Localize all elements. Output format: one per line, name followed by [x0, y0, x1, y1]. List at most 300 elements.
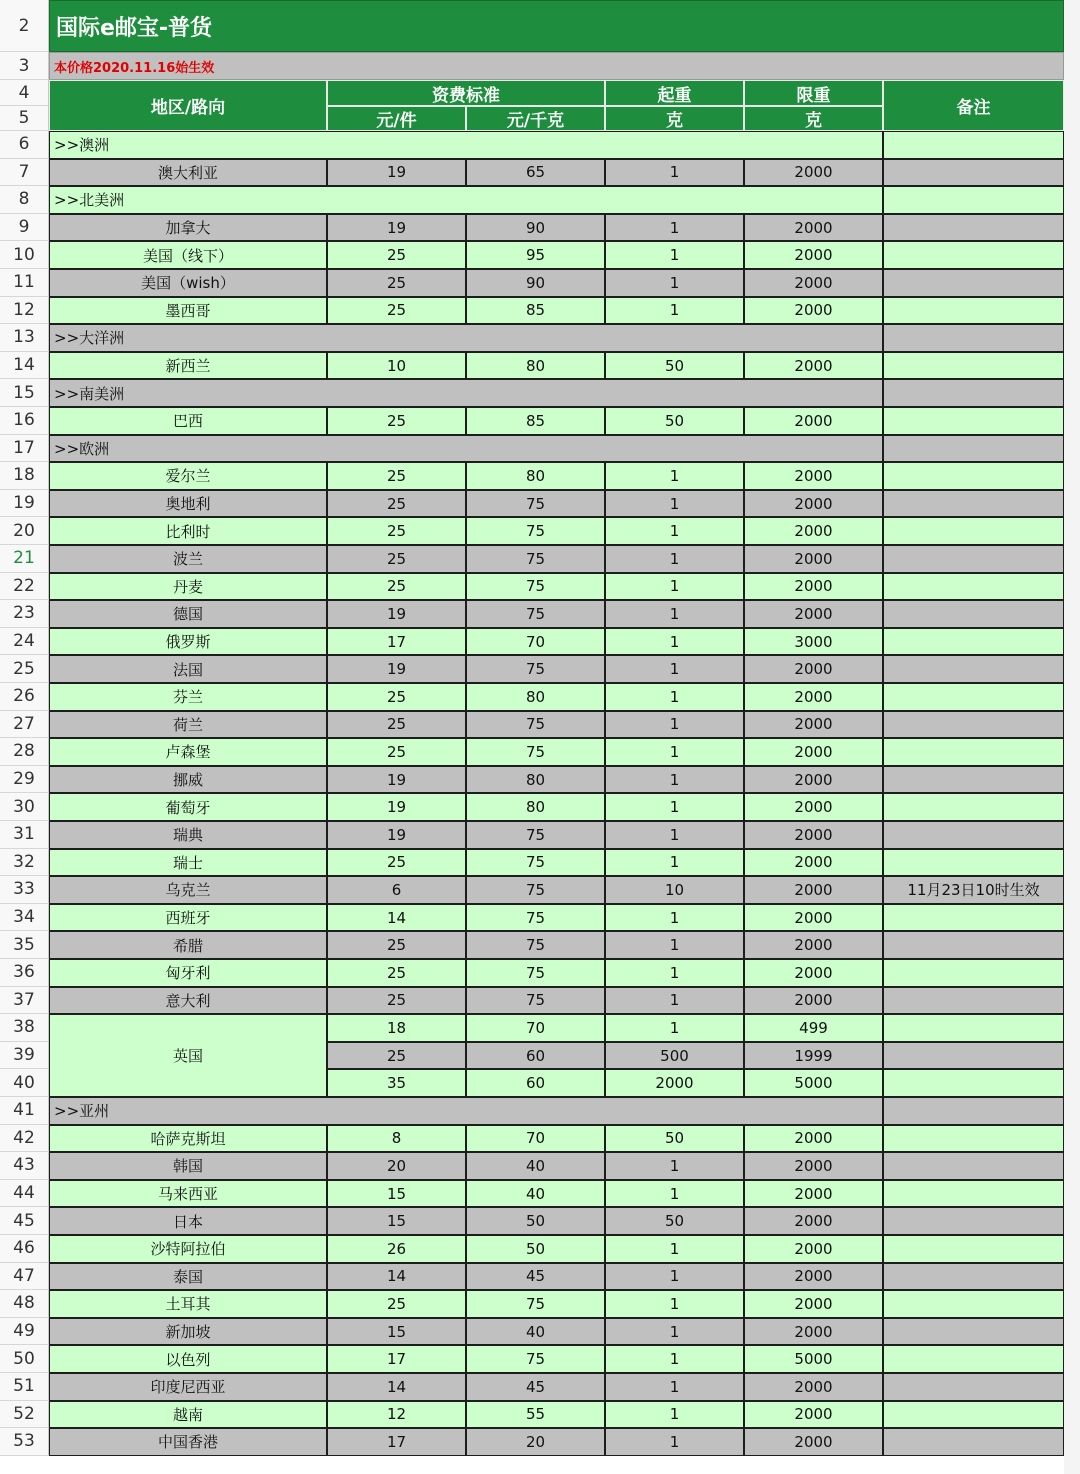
- region-cell[interactable]: 芬兰: [49, 683, 327, 711]
- remark-cell[interactable]: [883, 1180, 1064, 1208]
- region-cell[interactable]: 沙特阿拉伯: [49, 1235, 327, 1263]
- remark-cell[interactable]: 11月23日10时生效: [883, 876, 1064, 904]
- remark-cell[interactable]: [883, 159, 1064, 187]
- row-number[interactable]: 9: [0, 214, 49, 242]
- max-weight-cell[interactable]: 2000: [744, 490, 883, 518]
- per-kg-cell[interactable]: 75: [466, 738, 605, 766]
- region-cell[interactable]: 英国: [49, 1014, 327, 1097]
- row-number[interactable]: 22: [0, 573, 49, 601]
- remark-cell[interactable]: [883, 711, 1064, 739]
- region-cell[interactable]: 法国: [49, 655, 327, 683]
- min-weight-cell[interactable]: 1: [605, 214, 744, 242]
- max-weight-cell[interactable]: 2000: [744, 821, 883, 849]
- region-cell[interactable]: 印度尼西亚: [49, 1373, 327, 1401]
- max-weight-cell[interactable]: 2000: [744, 573, 883, 601]
- row-number[interactable]: 13: [0, 324, 49, 352]
- remark-cell[interactable]: [883, 269, 1064, 297]
- row-number[interactable]: 23: [0, 600, 49, 628]
- row-number[interactable]: 5: [0, 106, 49, 131]
- row-number[interactable]: 19: [0, 490, 49, 518]
- remark-cell[interactable]: [883, 1401, 1064, 1429]
- row-number[interactable]: 46: [0, 1235, 49, 1263]
- per-kg-cell[interactable]: 95: [466, 241, 605, 269]
- max-weight-cell[interactable]: 2000: [744, 600, 883, 628]
- min-weight-cell[interactable]: 1: [605, 1428, 744, 1456]
- max-weight-cell[interactable]: 499: [744, 1014, 883, 1042]
- per-item-cell[interactable]: 14: [327, 904, 466, 932]
- remark-cell[interactable]: [883, 1263, 1064, 1291]
- remark-cell[interactable]: [883, 904, 1064, 932]
- region-cell[interactable]: 以色列: [49, 1345, 327, 1373]
- remark-cell[interactable]: [883, 987, 1064, 1015]
- row-number[interactable]: 28: [0, 738, 49, 766]
- remark-cell[interactable]: [883, 821, 1064, 849]
- per-kg-cell[interactable]: 75: [466, 904, 605, 932]
- remark-cell[interactable]: [883, 1097, 1064, 1125]
- max-weight-cell[interactable]: 2000: [744, 766, 883, 794]
- row-number[interactable]: 8: [0, 186, 49, 214]
- region-cell[interactable]: 韩国: [49, 1152, 327, 1180]
- per-item-cell[interactable]: 25: [327, 711, 466, 739]
- per-kg-cell[interactable]: 75: [466, 490, 605, 518]
- row-number[interactable]: 42: [0, 1125, 49, 1153]
- per-kg-cell[interactable]: 75: [466, 711, 605, 739]
- per-kg-cell[interactable]: 60: [466, 1042, 605, 1070]
- header-max-weight[interactable]: 限重: [744, 80, 883, 106]
- remark-cell[interactable]: [883, 1125, 1064, 1153]
- min-weight-cell[interactable]: 1: [605, 1345, 744, 1373]
- header-per-kg[interactable]: 元/千克: [466, 106, 605, 131]
- min-weight-cell[interactable]: 1: [605, 545, 744, 573]
- max-weight-cell[interactable]: 2000: [744, 517, 883, 545]
- max-weight-cell[interactable]: 2000: [744, 1180, 883, 1208]
- min-weight-cell[interactable]: 1: [605, 1318, 744, 1346]
- remark-cell[interactable]: [883, 1235, 1064, 1263]
- per-item-cell[interactable]: 15: [327, 1207, 466, 1235]
- max-weight-cell[interactable]: 1999: [744, 1042, 883, 1070]
- min-weight-cell[interactable]: 1: [605, 269, 744, 297]
- remark-cell[interactable]: [883, 683, 1064, 711]
- region-cell[interactable]: 巴西: [49, 407, 327, 435]
- per-kg-cell[interactable]: 85: [466, 407, 605, 435]
- per-item-cell[interactable]: 18: [327, 1014, 466, 1042]
- per-kg-cell[interactable]: 75: [466, 821, 605, 849]
- min-weight-cell[interactable]: 50: [605, 1207, 744, 1235]
- region-cell[interactable]: 德国: [49, 600, 327, 628]
- remark-cell[interactable]: [883, 490, 1064, 518]
- remark-cell[interactable]: [883, 379, 1064, 407]
- per-item-cell[interactable]: 25: [327, 297, 466, 325]
- row-number[interactable]: 47: [0, 1263, 49, 1291]
- region-cell[interactable]: 意大利: [49, 987, 327, 1015]
- row-number[interactable]: 35: [0, 931, 49, 959]
- min-weight-cell[interactable]: 500: [605, 1042, 744, 1070]
- per-item-cell[interactable]: 19: [327, 159, 466, 187]
- remark-cell[interactable]: [883, 1428, 1064, 1456]
- row-number[interactable]: 14: [0, 352, 49, 380]
- price-note[interactable]: 本价格2020.11.16始生效: [49, 52, 1064, 80]
- max-weight-cell[interactable]: 2000: [744, 1373, 883, 1401]
- min-weight-cell[interactable]: 1: [605, 573, 744, 601]
- row-number[interactable]: 27: [0, 711, 49, 739]
- max-weight-cell[interactable]: 2000: [744, 1290, 883, 1318]
- max-weight-cell[interactable]: 2000: [744, 352, 883, 380]
- remark-cell[interactable]: [883, 1318, 1064, 1346]
- max-weight-cell[interactable]: 2000: [744, 462, 883, 490]
- group-header-cell[interactable]: >>亚州: [49, 1097, 883, 1125]
- row-number[interactable]: 52: [0, 1401, 49, 1429]
- remark-cell[interactable]: [883, 214, 1064, 242]
- max-weight-cell[interactable]: 5000: [744, 1345, 883, 1373]
- min-weight-cell[interactable]: 1: [605, 1180, 744, 1208]
- max-weight-cell[interactable]: 2000: [744, 1235, 883, 1263]
- min-weight-cell[interactable]: 1: [605, 904, 744, 932]
- header-remarks[interactable]: 备注: [883, 80, 1064, 131]
- row-number[interactable]: 31: [0, 821, 49, 849]
- per-kg-cell[interactable]: 80: [466, 683, 605, 711]
- row-number[interactable]: 17: [0, 435, 49, 463]
- row-number[interactable]: 33: [0, 876, 49, 904]
- max-weight-cell[interactable]: 3000: [744, 628, 883, 656]
- row-number[interactable]: 51: [0, 1373, 49, 1401]
- row-number[interactable]: 53: [0, 1428, 49, 1456]
- min-weight-cell[interactable]: 1: [605, 490, 744, 518]
- row-number[interactable]: 10: [0, 241, 49, 269]
- max-weight-cell[interactable]: 2000: [744, 214, 883, 242]
- per-kg-cell[interactable]: 75: [466, 876, 605, 904]
- sheet-title[interactable]: 国际e邮宝-普货: [49, 0, 1064, 52]
- min-weight-cell[interactable]: 2000: [605, 1069, 744, 1097]
- per-item-cell[interactable]: 25: [327, 545, 466, 573]
- max-weight-cell[interactable]: 2000: [744, 159, 883, 187]
- per-kg-cell[interactable]: 70: [466, 1014, 605, 1042]
- region-cell[interactable]: 爱尔兰: [49, 462, 327, 490]
- min-weight-cell[interactable]: 1: [605, 766, 744, 794]
- max-weight-cell[interactable]: 2000: [744, 959, 883, 987]
- per-item-cell[interactable]: 12: [327, 1401, 466, 1429]
- remark-cell[interactable]: [883, 1014, 1064, 1042]
- per-item-cell[interactable]: 25: [327, 573, 466, 601]
- remark-cell[interactable]: [883, 297, 1064, 325]
- per-kg-cell[interactable]: 75: [466, 655, 605, 683]
- region-cell[interactable]: 卢森堡: [49, 738, 327, 766]
- row-number[interactable]: 32: [0, 849, 49, 877]
- remark-cell[interactable]: [883, 600, 1064, 628]
- min-weight-cell[interactable]: 1: [605, 159, 744, 187]
- per-item-cell[interactable]: 25: [327, 517, 466, 545]
- per-item-cell[interactable]: 25: [327, 1042, 466, 1070]
- remark-cell[interactable]: [883, 1152, 1064, 1180]
- per-kg-cell[interactable]: 75: [466, 849, 605, 877]
- group-header-cell[interactable]: >>欧洲: [49, 435, 883, 463]
- remark-cell[interactable]: [883, 131, 1064, 159]
- row-number[interactable]: 4: [0, 80, 49, 106]
- min-weight-cell[interactable]: 1: [605, 462, 744, 490]
- per-item-cell[interactable]: 25: [327, 849, 466, 877]
- max-weight-cell[interactable]: 2000: [744, 297, 883, 325]
- per-item-cell[interactable]: 25: [327, 490, 466, 518]
- per-item-cell[interactable]: 25: [327, 683, 466, 711]
- per-kg-cell[interactable]: 70: [466, 1125, 605, 1153]
- min-weight-cell[interactable]: 1: [605, 297, 744, 325]
- row-number[interactable]: 6: [0, 131, 49, 159]
- per-kg-cell[interactable]: 90: [466, 214, 605, 242]
- per-kg-cell[interactable]: 80: [466, 352, 605, 380]
- per-kg-cell[interactable]: 50: [466, 1207, 605, 1235]
- max-weight-cell[interactable]: 2000: [744, 269, 883, 297]
- region-cell[interactable]: 泰国: [49, 1263, 327, 1291]
- region-cell[interactable]: 土耳其: [49, 1290, 327, 1318]
- region-cell[interactable]: 美国（线下）: [49, 241, 327, 269]
- per-item-cell[interactable]: 19: [327, 655, 466, 683]
- region-cell[interactable]: 澳大利亚: [49, 159, 327, 187]
- per-item-cell[interactable]: 25: [327, 407, 466, 435]
- per-item-cell[interactable]: 25: [327, 987, 466, 1015]
- per-kg-cell[interactable]: 45: [466, 1373, 605, 1401]
- per-item-cell[interactable]: 6: [327, 876, 466, 904]
- per-kg-cell[interactable]: 90: [466, 269, 605, 297]
- per-item-cell[interactable]: 17: [327, 628, 466, 656]
- min-weight-cell[interactable]: 1: [605, 849, 744, 877]
- max-weight-cell[interactable]: 2000: [744, 793, 883, 821]
- scrollbar-strip[interactable]: [1064, 0, 1080, 1474]
- min-weight-cell[interactable]: 1: [605, 628, 744, 656]
- per-kg-cell[interactable]: 70: [466, 628, 605, 656]
- header-per-item[interactable]: 元/件: [327, 106, 466, 131]
- max-weight-cell[interactable]: 2000: [744, 904, 883, 932]
- row-number[interactable]: 21: [0, 545, 49, 573]
- max-weight-cell[interactable]: 2000: [744, 849, 883, 877]
- region-cell[interactable]: 墨西哥: [49, 297, 327, 325]
- max-weight-cell[interactable]: 2000: [744, 1125, 883, 1153]
- max-weight-cell[interactable]: 2000: [744, 1263, 883, 1291]
- remark-cell[interactable]: [883, 186, 1064, 214]
- remark-cell[interactable]: [883, 931, 1064, 959]
- per-item-cell[interactable]: 25: [327, 269, 466, 297]
- per-kg-cell[interactable]: 75: [466, 600, 605, 628]
- remark-cell[interactable]: [883, 849, 1064, 877]
- region-cell[interactable]: 马来西亚: [49, 1180, 327, 1208]
- region-cell[interactable]: 加拿大: [49, 214, 327, 242]
- max-weight-cell[interactable]: 2000: [744, 655, 883, 683]
- per-item-cell[interactable]: 26: [327, 1235, 466, 1263]
- per-kg-cell[interactable]: 20: [466, 1428, 605, 1456]
- per-item-cell[interactable]: 19: [327, 600, 466, 628]
- per-kg-cell[interactable]: 80: [466, 462, 605, 490]
- region-cell[interactable]: 中国香港: [49, 1428, 327, 1456]
- remark-cell[interactable]: [883, 1207, 1064, 1235]
- max-weight-cell[interactable]: 2000: [744, 876, 883, 904]
- min-weight-cell[interactable]: 1: [605, 738, 744, 766]
- region-cell[interactable]: 比利时: [49, 517, 327, 545]
- row-number[interactable]: 50: [0, 1345, 49, 1373]
- region-cell[interactable]: 哈萨克斯坦: [49, 1125, 327, 1153]
- min-weight-cell[interactable]: 1: [605, 517, 744, 545]
- row-number[interactable]: 43: [0, 1152, 49, 1180]
- group-header-cell[interactable]: >>澳洲: [49, 131, 883, 159]
- min-weight-cell[interactable]: 1: [605, 1014, 744, 1042]
- max-weight-cell[interactable]: 2000: [744, 683, 883, 711]
- row-number[interactable]: 44: [0, 1180, 49, 1208]
- per-kg-cell[interactable]: 55: [466, 1401, 605, 1429]
- per-item-cell[interactable]: 8: [327, 1125, 466, 1153]
- region-cell[interactable]: 新西兰: [49, 352, 327, 380]
- max-weight-cell[interactable]: 2000: [744, 1207, 883, 1235]
- per-item-cell[interactable]: 25: [327, 959, 466, 987]
- min-weight-cell[interactable]: 1: [605, 1373, 744, 1401]
- min-weight-cell[interactable]: 1: [605, 655, 744, 683]
- remark-cell[interactable]: [883, 1042, 1064, 1070]
- region-cell[interactable]: 波兰: [49, 545, 327, 573]
- region-cell[interactable]: 日本: [49, 1207, 327, 1235]
- min-weight-cell[interactable]: 1: [605, 931, 744, 959]
- min-weight-cell[interactable]: 1: [605, 241, 744, 269]
- group-header-cell[interactable]: >>南美洲: [49, 379, 883, 407]
- remark-cell[interactable]: [883, 435, 1064, 463]
- per-item-cell[interactable]: 15: [327, 1318, 466, 1346]
- max-weight-cell[interactable]: 2000: [744, 545, 883, 573]
- max-weight-cell[interactable]: 2000: [744, 931, 883, 959]
- row-number[interactable]: 37: [0, 987, 49, 1015]
- per-item-cell[interactable]: 20: [327, 1152, 466, 1180]
- row-number[interactable]: 18: [0, 462, 49, 490]
- per-item-cell[interactable]: 19: [327, 766, 466, 794]
- min-weight-cell[interactable]: 1: [605, 821, 744, 849]
- per-item-cell[interactable]: 17: [327, 1345, 466, 1373]
- row-number[interactable]: 2: [0, 0, 49, 52]
- row-number[interactable]: 16: [0, 407, 49, 435]
- header-min-unit[interactable]: 克: [605, 106, 744, 131]
- region-cell[interactable]: 越南: [49, 1401, 327, 1429]
- per-item-cell[interactable]: 25: [327, 738, 466, 766]
- row-number[interactable]: 29: [0, 766, 49, 794]
- remark-cell[interactable]: [883, 573, 1064, 601]
- group-header-cell[interactable]: >>北美洲: [49, 186, 883, 214]
- header-fee-standard[interactable]: 资费标准: [327, 80, 605, 106]
- per-item-cell[interactable]: 35: [327, 1069, 466, 1097]
- remark-cell[interactable]: [883, 241, 1064, 269]
- min-weight-cell[interactable]: 1: [605, 600, 744, 628]
- remark-cell[interactable]: [883, 766, 1064, 794]
- per-item-cell[interactable]: 19: [327, 821, 466, 849]
- remark-cell[interactable]: [883, 545, 1064, 573]
- row-number[interactable]: 24: [0, 628, 49, 656]
- row-number[interactable]: 40: [0, 1069, 49, 1097]
- min-weight-cell[interactable]: 50: [605, 407, 744, 435]
- per-kg-cell[interactable]: 80: [466, 793, 605, 821]
- remark-cell[interactable]: [883, 628, 1064, 656]
- min-weight-cell[interactable]: 1: [605, 1290, 744, 1318]
- row-number[interactable]: 3: [0, 52, 49, 80]
- row-number[interactable]: 39: [0, 1042, 49, 1070]
- per-kg-cell[interactable]: 75: [466, 1290, 605, 1318]
- max-weight-cell[interactable]: 2000: [744, 1318, 883, 1346]
- per-item-cell[interactable]: 15: [327, 1180, 466, 1208]
- remark-cell[interactable]: [883, 1069, 1064, 1097]
- per-kg-cell[interactable]: 75: [466, 959, 605, 987]
- remark-cell[interactable]: [883, 793, 1064, 821]
- per-kg-cell[interactable]: 50: [466, 1235, 605, 1263]
- min-weight-cell[interactable]: 1: [605, 1401, 744, 1429]
- per-kg-cell[interactable]: 75: [466, 1345, 605, 1373]
- max-weight-cell[interactable]: 2000: [744, 241, 883, 269]
- row-number[interactable]: 7: [0, 159, 49, 187]
- per-item-cell[interactable]: 25: [327, 241, 466, 269]
- row-number[interactable]: 41: [0, 1097, 49, 1125]
- region-cell[interactable]: 乌克兰: [49, 876, 327, 904]
- region-cell[interactable]: 葡萄牙: [49, 793, 327, 821]
- region-cell[interactable]: 俄罗斯: [49, 628, 327, 656]
- row-number[interactable]: 15: [0, 379, 49, 407]
- remark-cell[interactable]: [883, 462, 1064, 490]
- row-number[interactable]: 11: [0, 269, 49, 297]
- min-weight-cell[interactable]: 1: [605, 683, 744, 711]
- row-number[interactable]: 30: [0, 793, 49, 821]
- max-weight-cell[interactable]: 2000: [744, 407, 883, 435]
- region-cell[interactable]: 丹麦: [49, 573, 327, 601]
- min-weight-cell[interactable]: 1: [605, 1235, 744, 1263]
- per-kg-cell[interactable]: 40: [466, 1180, 605, 1208]
- per-kg-cell[interactable]: 80: [466, 766, 605, 794]
- per-kg-cell[interactable]: 65: [466, 159, 605, 187]
- remark-cell[interactable]: [883, 738, 1064, 766]
- remark-cell[interactable]: [883, 352, 1064, 380]
- row-number[interactable]: 12: [0, 297, 49, 325]
- per-kg-cell[interactable]: 75: [466, 987, 605, 1015]
- per-item-cell[interactable]: 19: [327, 214, 466, 242]
- min-weight-cell[interactable]: 1: [605, 793, 744, 821]
- per-item-cell[interactable]: 14: [327, 1263, 466, 1291]
- min-weight-cell[interactable]: 10: [605, 876, 744, 904]
- max-weight-cell[interactable]: 5000: [744, 1069, 883, 1097]
- header-min-weight[interactable]: 起重: [605, 80, 744, 106]
- per-kg-cell[interactable]: 85: [466, 297, 605, 325]
- remark-cell[interactable]: [883, 959, 1064, 987]
- per-kg-cell[interactable]: 75: [466, 573, 605, 601]
- row-number[interactable]: 48: [0, 1290, 49, 1318]
- min-weight-cell[interactable]: 1: [605, 1263, 744, 1291]
- group-header-cell[interactable]: >>大洋洲: [49, 324, 883, 352]
- max-weight-cell[interactable]: 2000: [744, 1428, 883, 1456]
- per-kg-cell[interactable]: 40: [466, 1318, 605, 1346]
- per-item-cell[interactable]: 10: [327, 352, 466, 380]
- min-weight-cell[interactable]: 1: [605, 711, 744, 739]
- remark-cell[interactable]: [883, 517, 1064, 545]
- region-cell[interactable]: 奥地利: [49, 490, 327, 518]
- row-number[interactable]: 36: [0, 959, 49, 987]
- region-cell[interactable]: 瑞典: [49, 821, 327, 849]
- region-cell[interactable]: 瑞士: [49, 849, 327, 877]
- per-item-cell[interactable]: 14: [327, 1373, 466, 1401]
- remark-cell[interactable]: [883, 1345, 1064, 1373]
- row-number[interactable]: 45: [0, 1207, 49, 1235]
- row-number[interactable]: 20: [0, 517, 49, 545]
- per-item-cell[interactable]: 25: [327, 462, 466, 490]
- min-weight-cell[interactable]: 1: [605, 959, 744, 987]
- per-kg-cell[interactable]: 40: [466, 1152, 605, 1180]
- region-cell[interactable]: 新加坡: [49, 1318, 327, 1346]
- remark-cell[interactable]: [883, 1373, 1064, 1401]
- max-weight-cell[interactable]: 2000: [744, 1152, 883, 1180]
- remark-cell[interactable]: [883, 655, 1064, 683]
- max-weight-cell[interactable]: 2000: [744, 738, 883, 766]
- region-cell[interactable]: 荷兰: [49, 711, 327, 739]
- per-kg-cell[interactable]: 45: [466, 1263, 605, 1291]
- region-cell[interactable]: 希腊: [49, 931, 327, 959]
- min-weight-cell[interactable]: 50: [605, 1125, 744, 1153]
- per-item-cell[interactable]: 17: [327, 1428, 466, 1456]
- header-max-unit[interactable]: 克: [744, 106, 883, 131]
